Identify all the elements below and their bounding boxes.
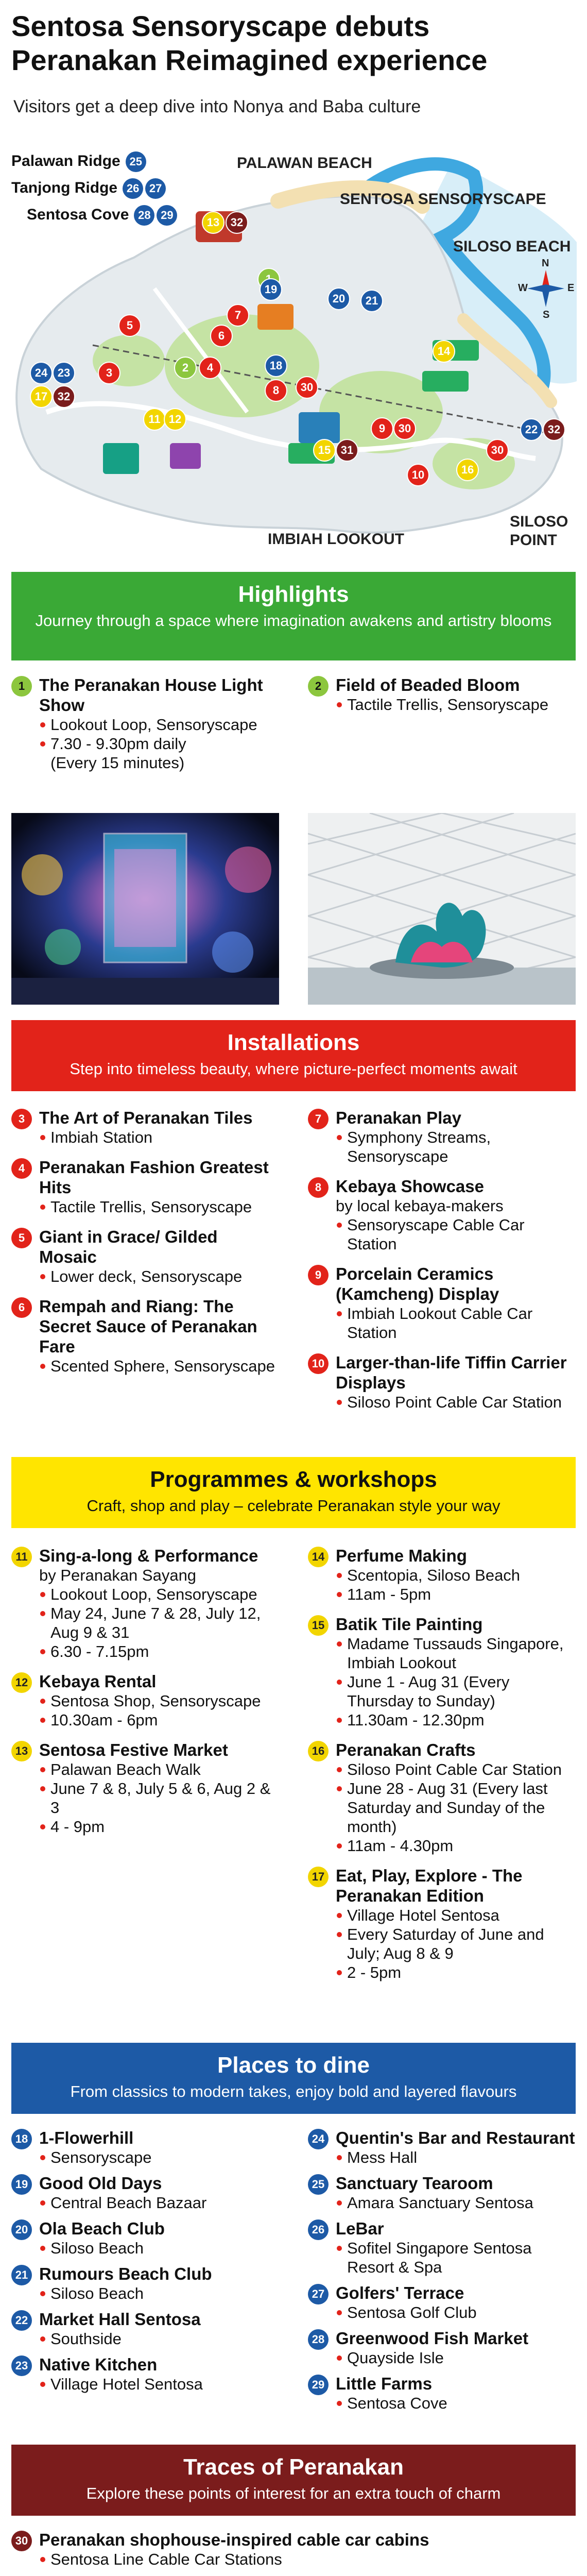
list-item: [11, 1546, 279, 1661]
map-marker-11: 11: [143, 408, 166, 431]
map-marker-32b: 32: [53, 385, 75, 408]
legend-label: Tanjong Ridge: [11, 179, 118, 196]
item-name: Field of Beaded Bloom: [336, 675, 520, 694]
item-name: Market Hall Sentosa: [39, 2310, 201, 2329]
list-item: [308, 2328, 576, 2367]
item-detail: Tactile Trellis, Sensoryscape: [336, 695, 576, 714]
map-marker-9: 9: [371, 417, 393, 440]
map-marker-2: 2: [174, 357, 197, 379]
item-detail: 4 - 9pm: [39, 1817, 279, 1836]
item-name: Perfume Making: [336, 1546, 467, 1565]
list-item: [11, 1671, 279, 1730]
map-marker-19: 19: [260, 278, 282, 301]
list-item: [11, 2309, 279, 2348]
map-marker-7: 7: [227, 304, 249, 327]
item-name: The Peranakan House Light Show: [39, 675, 263, 715]
list-item: [308, 1740, 576, 1855]
programmes-left-column: [11, 1546, 279, 1846]
map-marker-14: 14: [433, 340, 455, 363]
list-item: [11, 2264, 279, 2303]
beaded-bloom-photo: [308, 813, 576, 1005]
list-item: [11, 675, 279, 772]
legend-number: 27: [145, 178, 166, 199]
map-marker-16: 16: [456, 459, 479, 481]
installations-right-column: [308, 1108, 576, 1422]
item-number: 28: [308, 2329, 329, 2350]
compass-east: E: [567, 282, 575, 294]
installations-tagline: Step into timeless beauty, where picture-perfect moments await: [70, 1060, 517, 1078]
item-detail: Village Hotel Sentosa: [336, 1906, 576, 1925]
item-number: 23: [11, 2355, 32, 2376]
traces-header: [11, 2445, 576, 2516]
list-item: [308, 1614, 576, 1730]
item-detail: Siloso Point Cable Car Station: [336, 1393, 576, 1412]
light-show-image: [11, 813, 279, 1005]
item-detail: Imbiah Lookout Cable Car Station: [336, 1304, 576, 1342]
programmes-header: [11, 1457, 576, 1528]
item-name: Peranakan Play: [336, 1108, 461, 1127]
list-item: [11, 2354, 279, 2394]
item-number: 8: [308, 1177, 329, 1198]
item-name: Larger-than-life Tiffin Carrier Displays: [336, 1353, 567, 1392]
item-name: Kebaya Showcase: [336, 1177, 484, 1196]
item-number: 1: [11, 676, 32, 697]
item-name: Sanctuary Tearoom: [336, 2174, 493, 2193]
list-item: [11, 1740, 279, 1836]
map-marker-30b: 30: [393, 417, 416, 440]
map-marker-12: 12: [164, 408, 186, 431]
map-marker-20: 20: [327, 287, 350, 310]
map-marker-3: 3: [98, 362, 120, 384]
list-item: [11, 2218, 279, 2258]
map-marker-17: 17: [30, 385, 53, 408]
item-detail: Scented Sphere, Sensoryscape: [39, 1357, 279, 1376]
item-detail: Lower deck, Sensoryscape: [39, 1267, 279, 1286]
item-name: Batik Tile Painting: [336, 1615, 483, 1634]
installations-header: [11, 1020, 576, 1091]
item-name: Golfers' Terrace: [336, 2283, 464, 2302]
headline: Sentosa Sensoryscape debuts Peranakan Reimagined experience: [11, 10, 488, 76]
legend-label: Palawan Ridge: [11, 152, 120, 170]
list-item: [11, 2128, 279, 2167]
compass-north: N: [542, 258, 549, 269]
item-detail: Siloso Beach: [39, 2284, 279, 2303]
list-item: [308, 1176, 576, 1253]
item-number: 10: [308, 1353, 329, 1374]
item-number: 19: [11, 2174, 32, 2195]
map-marker-15: 15: [313, 439, 336, 462]
label-sensoryscape: SENTOSA SENSORYSCAPE: [340, 191, 546, 208]
item-detail: June 28 - Aug 31 (Every last Saturday and Sunday of the month): [336, 1779, 576, 1836]
item-detail: Mess Hall: [336, 2148, 576, 2167]
beaded-bloom-image: [308, 813, 576, 1005]
item-number: 17: [308, 1867, 329, 1887]
item-detail: Quayside Isle: [336, 2348, 576, 2367]
attraction: [257, 304, 294, 330]
map-marker-31: 31: [336, 439, 358, 462]
legend-row: [27, 204, 179, 226]
item-name: Sentosa Festive Market: [39, 1740, 228, 1759]
item-detail: Sentosa Golf Club: [336, 2303, 576, 2322]
dine-tagline: From classics to modern takes, enjoy bold and layered flavours: [70, 2082, 517, 2100]
dine-left-column: [11, 2128, 279, 2400]
map-marker-5: 5: [118, 314, 141, 337]
label-palawan-beach: PALAWAN BEACH: [237, 155, 372, 172]
item-name: The Art of Peranakan Tiles: [39, 1108, 253, 1127]
label-imbiah-lookout: IMBIAH LOOKOUT: [268, 531, 404, 548]
item-name: Ola Beach Club: [39, 2219, 165, 2238]
item-number: 13: [11, 1741, 32, 1761]
item-number: 24: [308, 2129, 329, 2149]
map-marker-30c: 30: [486, 439, 509, 462]
compass-west: W: [518, 282, 528, 294]
item-name: LeBar: [336, 2219, 384, 2238]
item-name: 1-Flowerhill: [39, 2128, 134, 2147]
item-name: Quentin's Bar and Restaurant: [336, 2128, 575, 2147]
item-detail: Siloso Beach: [39, 2239, 279, 2258]
map-marker-18: 18: [265, 354, 287, 377]
item-number: 7: [308, 1109, 329, 1129]
attraction: [299, 412, 340, 443]
legend-row: [11, 150, 179, 172]
item-detail: Sensoryscape Cable Car Station: [336, 1215, 576, 1253]
item-name: Little Farms: [336, 2374, 433, 2393]
legend-row: [11, 177, 179, 199]
highlight-1: [11, 675, 279, 783]
installations-left-column: [11, 1108, 279, 1386]
item-name: Giant in Grace/ Gilded Mosaic: [39, 1227, 218, 1266]
item-detail: Symphony Streams, Sensoryscape: [336, 1128, 576, 1166]
item-number: 16: [308, 1741, 329, 1761]
item-by: by local kebaya-makers: [336, 1197, 504, 1215]
item-name: Greenwood Fish Market: [336, 2329, 529, 2348]
item-number: 25: [308, 2174, 329, 2195]
item-name: Peranakan Crafts: [336, 1740, 476, 1759]
item-name: Porcelain Ceramics (Kamcheng) Display: [336, 1264, 499, 1303]
map-legend: [11, 150, 179, 226]
item-number: 14: [308, 1547, 329, 1567]
item-number: 29: [308, 2375, 329, 2395]
map-marker-4: 4: [199, 357, 221, 379]
installations-title: Installations: [227, 1030, 360, 1055]
list-item: [11, 1296, 279, 1376]
subheadline: Visitors get a deep dive into Nonya and Baba culture: [13, 97, 421, 116]
item-number: 2: [308, 676, 329, 697]
map-marker-30a: 30: [296, 376, 318, 399]
item-detail: 2 - 5pm: [336, 1963, 576, 1982]
item-detail: Sofitel Singapore Sentosa Resort & Spa: [336, 2239, 576, 2277]
map-marker-32c: 32: [543, 418, 565, 441]
list-item: [308, 2374, 576, 2413]
map-marker-32: 32: [226, 211, 248, 234]
label-siloso-beach: SILOSO BEACH: [453, 238, 571, 255]
item-detail: Lookout Loop, Sensoryscape: [39, 1585, 279, 1604]
item-detail: 11am - 5pm: [336, 1585, 576, 1604]
item-number: 6: [11, 1297, 32, 1318]
item-name: Peranakan Fashion Greatest Hits: [39, 1158, 269, 1197]
dine-title: Places to dine: [217, 2053, 370, 2078]
list-item: [308, 1264, 576, 1342]
list-item: [308, 1108, 576, 1166]
list-item: [308, 1546, 576, 1604]
item-by: by Peranakan Sayang: [39, 1566, 197, 1584]
item-number: 12: [11, 1672, 32, 1693]
item-detail: June 1 - Aug 31 (Every Thursday to Sunday): [336, 1672, 576, 1710]
item-detail: Lookout Loop, Sensoryscape: [39, 715, 279, 734]
legend-number: 26: [123, 178, 143, 199]
programmes-title: Programmes & workshops: [150, 1467, 437, 1492]
list-item: [308, 1866, 576, 1982]
item-detail: Amara Sanctuary Sentosa: [336, 2193, 576, 2212]
item-name: Sing-a-long & Performance: [39, 1546, 258, 1565]
list-item: [11, 1157, 279, 1216]
map-marker-13: 13: [202, 211, 225, 234]
item-number: 9: [308, 1265, 329, 1285]
item-detail: May 24, June 7 & 28, July 12, Aug 9 & 31: [39, 1604, 279, 1642]
item-name: Peranakan shophouse-inspired cable car cabins: [39, 2530, 429, 2549]
legend-number: 28: [134, 205, 154, 226]
item-detail: Madame Tussauds Singapore, Imbiah Lookout: [336, 1634, 576, 1672]
attraction: [170, 443, 201, 469]
traces-list: [11, 2530, 576, 2576]
item-name: Native Kitchen: [39, 2355, 158, 2374]
item-detail: 6.30 - 7.15pm: [39, 1642, 279, 1661]
dine-right-column: [308, 2128, 576, 2419]
list-item: [308, 2283, 576, 2322]
map-marker-21: 21: [360, 290, 383, 312]
item-detail: Palawan Beach Walk: [39, 1760, 279, 1779]
legend-number: 25: [126, 151, 146, 172]
item-name: Good Old Days: [39, 2174, 162, 2193]
programmes-tagline: Craft, shop and play – celebrate Peranakan style your way: [87, 1497, 500, 1515]
dine-header: [11, 2043, 576, 2114]
item-number: 27: [308, 2284, 329, 2304]
item-name: Rempah and Riang: The Secret Sauce of Peranakan Fare: [39, 1297, 257, 1356]
item-number: 21: [11, 2265, 32, 2285]
item-detail: 11.30am - 12.30pm: [336, 1710, 576, 1730]
list-item: [11, 2530, 576, 2569]
item-number: 3: [11, 1109, 32, 1129]
list-item: [11, 2173, 279, 2212]
sentosa-map: [0, 124, 587, 562]
legend-number: 29: [157, 205, 177, 226]
item-detail: Village Hotel Sentosa: [39, 2375, 279, 2394]
item-detail: Sentosa Line Cable Car Stations: [39, 2550, 576, 2569]
list-item: [308, 2173, 576, 2212]
legend-label: Sentosa Cove: [27, 206, 129, 223]
item-number: 22: [11, 2310, 32, 2331]
map-marker-22: 22: [520, 418, 543, 441]
light-show-photo: [11, 813, 279, 1005]
map-marker-8: 8: [265, 379, 287, 402]
item-number: 5: [11, 1228, 32, 1248]
item-detail: Siloso Point Cable Car Station: [336, 1760, 576, 1779]
highlight-2: [308, 675, 576, 724]
item-detail: June 7 & 8, July 5 & 6, Aug 2 & 3: [39, 1779, 279, 1817]
item-name: Eat, Play, Explore - The Peranakan Edition: [336, 1866, 523, 1905]
item-detail: Central Beach Bazaar: [39, 2193, 279, 2212]
list-item: [308, 1352, 576, 1412]
traces-title: Traces of Peranakan: [183, 2454, 404, 2480]
highlights-tagline: Journey through a space where imagination awakens and artistry blooms: [35, 612, 552, 630]
item-detail: 7.30 - 9.30pm daily: [39, 734, 279, 753]
item-detail: Scentopia, Siloso Beach: [336, 1566, 576, 1585]
item-detail: Southside: [39, 2329, 279, 2348]
map-marker-24: 24: [30, 362, 53, 384]
item-detail: Every Saturday of June and July; Aug 8 & 9: [336, 1925, 576, 1963]
highlights-header: [11, 572, 576, 660]
list-item: [308, 675, 576, 714]
item-number: 26: [308, 2219, 329, 2240]
programmes-right-column: [308, 1546, 576, 1992]
item-name: Kebaya Rental: [39, 1672, 157, 1691]
map-marker-23: 23: [53, 362, 75, 384]
list-item: [11, 1108, 279, 1147]
highlights-title: Highlights: [238, 582, 349, 607]
item-name: Rumours Beach Club: [39, 2264, 212, 2283]
item-detail: Sentosa Cove: [336, 2394, 576, 2413]
label-siloso-point: SILOSO POINT: [510, 513, 568, 549]
item-detail: Tactile Trellis, Sensoryscape: [39, 1197, 279, 1216]
item-number: 18: [11, 2129, 32, 2149]
item-number: 11: [11, 1547, 32, 1567]
item-detail: Sentosa Shop, Sensoryscape: [39, 1691, 279, 1710]
item-detail: Imbiah Station: [39, 1128, 279, 1147]
map-marker-10: 10: [407, 464, 429, 486]
item-detail: 11am - 4.30pm: [336, 1836, 576, 1855]
item-detail: Sensoryscape: [39, 2148, 279, 2167]
item-number: 15: [308, 1615, 329, 1636]
list-item: [308, 2128, 576, 2167]
list-item: [308, 2218, 576, 2277]
item-number: 4: [11, 1158, 32, 1179]
attraction: [103, 443, 139, 474]
item-number: 30: [11, 2531, 32, 2551]
item-detail: (Every 15 minutes): [50, 754, 185, 772]
item-number: 20: [11, 2219, 32, 2240]
map-marker-6: 6: [210, 325, 233, 347]
compass-south: S: [543, 309, 550, 320]
item-detail: 10.30am - 6pm: [39, 1710, 279, 1730]
cable-car-station: [422, 371, 469, 392]
traces-tagline: Explore these points of interest for an extra touch of charm: [86, 2484, 501, 2502]
list-item: [11, 1227, 279, 1286]
